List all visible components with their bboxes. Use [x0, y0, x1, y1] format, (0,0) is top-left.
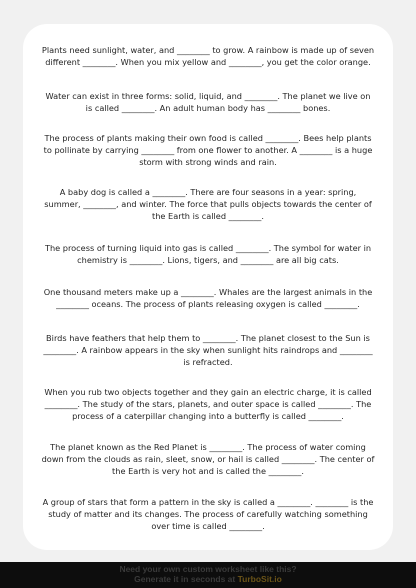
worksheet-paragraph-5: The process of turning liquid into gas is called ________. The symbol for water in chemistry is ________. Lions, tigers, and ________ are all big cats. [44, 243, 372, 266]
worksheet-paragraph-2: Water can exist in three forms: solid, liquid, and ________. The planet we live on is called ________. An adult human body has ________ bones. [45, 91, 371, 114]
worksheet-paragraph-7: Birds have feathers that help them to ________. The planet closest to the Sun is ________. A rainbow appears in the sky when sunlight hits raindrops and ________ is refracted. [43, 333, 373, 368]
worksheet-paragraph-4: A baby dog is called a ________. There are four seasons in a year: spring, summer, ________, and winter. The force that pulls objects towards the center of the Earth is called ________. [44, 187, 372, 222]
worksheet-paragraph-1: Plants need sunlight, water, and ________ to grow. A rainbow is made up of seven different ________. When you mix yellow and ________, you get the color orange. [41, 45, 375, 68]
promo-footer [0, 562, 416, 588]
worksheet-paragraph-9: The planet known as the Red Planet is ________. The process of water coming down from the clouds as rain, sleet, snow, or hail is called ________. The center of the Earth is very hot and is called the ________. [41, 442, 375, 477]
footer-cta [0, 574, 416, 584]
footer-tagline: Need your own custom worksheet like this? [119, 564, 297, 574]
footer-cta-text: Generate it in seconds at [134, 574, 238, 584]
footer-link[interactable]: TurboSit.io [237, 574, 282, 584]
worksheet-paragraph-3: The process of plants making their own food is called ________. Bees help plants to pollinate by carrying ________ from one flower to another. A ________ is a huge storm with strong winds and rain. [43, 133, 373, 168]
worksheet-card [23, 24, 393, 550]
worksheet-paragraph-6: One thousand meters make up a ________. Whales are the largest animals in the ________ oceans. The process of plants releasing oxygen is called ________. [43, 287, 373, 310]
worksheet-paragraph-8: When you rub two objects together and they gain an electric charge, it is called ________. The study of the stars, planets, and outer space is called ________. The process of a caterpillar changing into a butterfly is called ________. [44, 387, 372, 422]
worksheet-paragraph-10: A group of stars that form a pattern in the sky is called a ________. ________ is the study of matter and its changes. The process of carefully watching something over time is called ________. [42, 497, 374, 532]
